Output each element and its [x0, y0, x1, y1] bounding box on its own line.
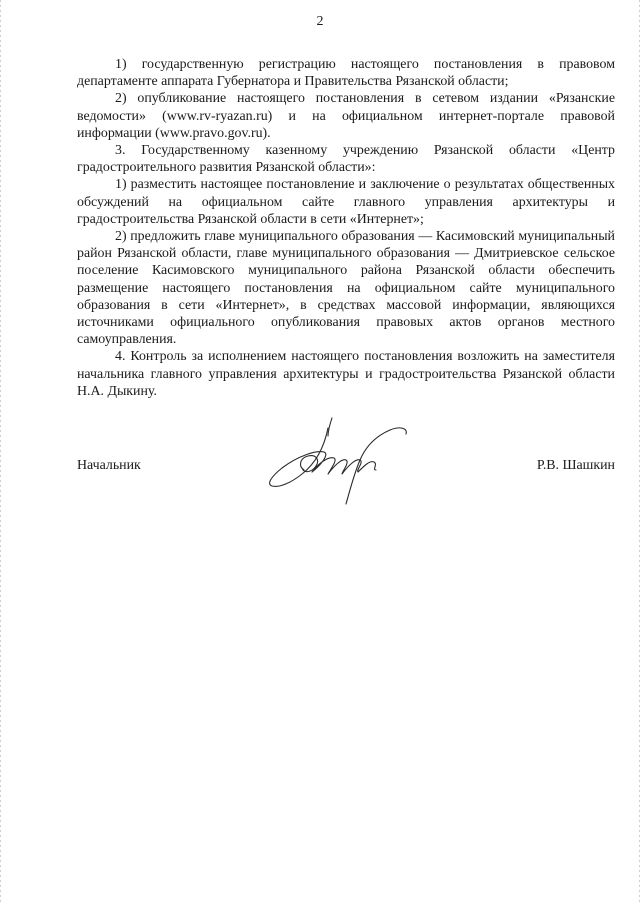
- document-body: [77, 56, 615, 400]
- paragraph-municipal-heads: 2) предложить главе муниципального образования — Касимовский муниципальный район Рязанской области, главе муниципального образования — Дмитриевское сельское поселение Касимовского муниципального района Рязанской области обеспечить размещение настоящего постановления на официальном сайте муниципального образования в сети «Интернет», в средствах массовой информации, являющихся источниками официального опубликования правовых актов органов местного самоуправления.: [77, 229, 615, 348]
- scan-edge-left: [0, 0, 1, 905]
- page-number: 2: [316, 14, 324, 29]
- signatory-position: Начальник: [77, 458, 141, 473]
- signatory-name: Р.В. Шашкин: [536, 458, 615, 473]
- paragraph-publication: 2) опубликование настоящего постановления в сетевом издании «Рязанские ведомости» (www.rv-ryazan.ru) и на официальном интернет-портале правовой информации (www.pravo.gov.ru).: [77, 91, 615, 141]
- signature-row: [77, 458, 615, 478]
- paragraph-institution: 3. Государственному казенному учреждению Рязанской области «Центр градостроительного развития Рязанской области»:: [77, 143, 615, 176]
- paragraph-control: 4. Контроль за исполнением настоящего постановления возложить на заместителя начальника главного управления архитектуры и градостроительства Рязанской области Н.А. Дыкину.: [77, 349, 615, 399]
- signature-stroke-tick: [328, 418, 332, 436]
- paragraph-post-on-site: 1) разместить настоящее постановление и заключение о результатах общественных обсуждений на официальном сайте главного управления архитектуры и градостроительства Рязанской области в сети «Интернет»;: [77, 177, 615, 227]
- paragraph-registration: 1) государственную регистрацию настоящего постановления в правовом департаменте аппарата Губернатора и Правительства Рязанской области;: [77, 57, 615, 90]
